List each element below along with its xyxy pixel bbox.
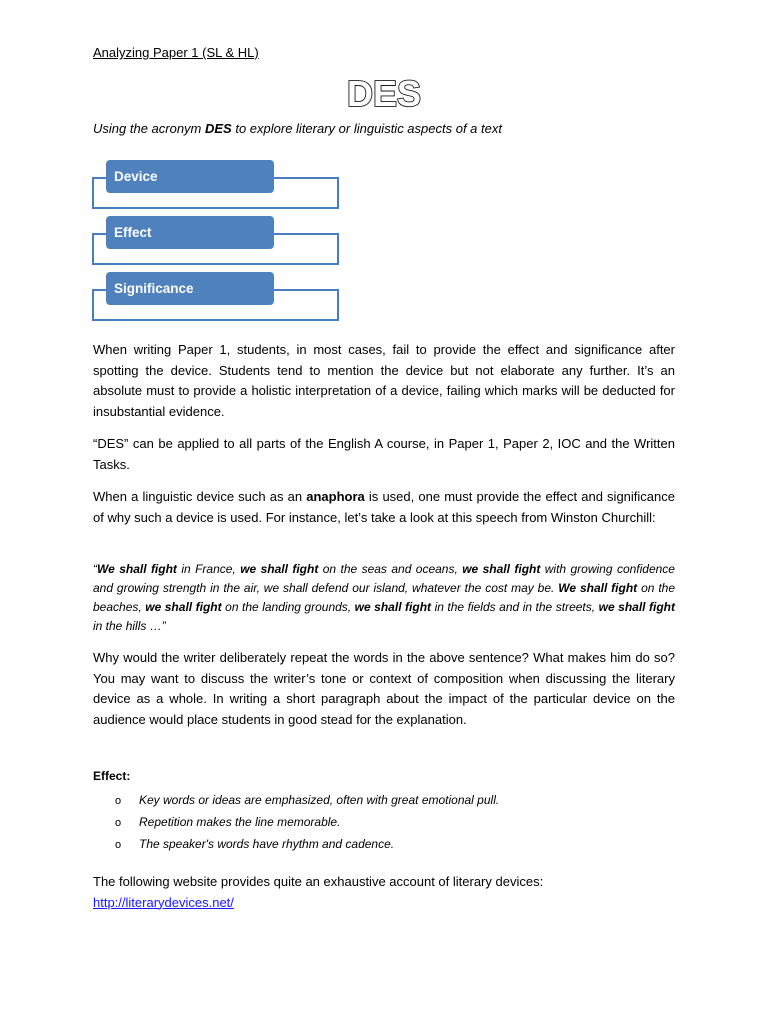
paragraph-1 bbox=[93, 340, 675, 422]
bullet-icon: o bbox=[115, 817, 122, 829]
paragraph-5-text: Why would the writer deliberately repeat the words in the above sentence? What makes him do so? You may want to discuss the writer’s tone or context of composition when discussing the literary device as a whole. In writing a short paragraph about the impact of the particular device on the audience would place students in good stead for the explanation. bbox=[93, 650, 675, 727]
literary-devices-link[interactable]: http://literarydevices.net/ bbox=[93, 894, 234, 910]
paragraph-1-text: When writing Paper 1, students, in most cases, fail to provide the effect and significance after spotting the device. Students tend to mention the device but not elaborate any further. It’s an absolute must to provide a holistic interpretation of a device, failing which marks will be deducted for insubstantial evidence. bbox=[93, 342, 675, 419]
list-item: o The speaker's words have rhythm and cadence. bbox=[115, 833, 499, 855]
intro-acronym: DES bbox=[205, 121, 232, 136]
bullet-icon: o bbox=[115, 839, 122, 851]
des-wordart bbox=[339, 74, 429, 114]
paragraph-3-pre: When a linguistic device such as an bbox=[93, 489, 307, 504]
des-box-label: Effect bbox=[106, 216, 274, 249]
churchill-quote: “We shall fight in France, we shall fight on the seas and oceans, we shall fight with growing confidence and growing strength in the air, we shall defend our island, whatever the cost may be. We shall fight on the beaches, we shall fight on the landing grounds, we shall fight in the fields and in the streets, we shall fight in the hills …” bbox=[93, 562, 676, 633]
svg-text:DES: DES bbox=[346, 74, 422, 114]
quote-repetition: we shall fight bbox=[354, 600, 432, 614]
bullet-icon: o bbox=[115, 795, 122, 807]
paragraph-5 bbox=[93, 648, 675, 730]
des-logo bbox=[0, 74, 768, 114]
quote-repetition: We shall fight bbox=[558, 581, 638, 595]
des-step-significance bbox=[92, 272, 338, 322]
list-item: o Repetition makes the line memorable. bbox=[115, 811, 499, 833]
intro-sentence bbox=[93, 121, 502, 136]
intro-pre: Using the acronym bbox=[93, 121, 205, 136]
des-box-label: Device bbox=[106, 160, 274, 193]
term-anaphora: anaphora bbox=[306, 489, 365, 504]
des-step-effect bbox=[92, 216, 338, 266]
quote-repetition: We shall fight bbox=[97, 562, 177, 576]
paragraph-2-text: “DES” can be applied to all parts of the English A course, in Paper 1, Paper 2, IOC and the Written Tasks. bbox=[93, 436, 675, 472]
website-text: The following website provides quite an exhaustive account of literary devices: bbox=[93, 874, 544, 889]
website-note bbox=[93, 872, 543, 913]
quote-repetition: we shall fight bbox=[462, 562, 541, 576]
intro-post: to explore literary or linguistic aspects of a text bbox=[231, 121, 502, 136]
quote-repetition: we shall fight bbox=[240, 562, 319, 576]
paragraph-3 bbox=[93, 487, 675, 528]
des-box-label: Significance bbox=[106, 272, 274, 305]
paragraph-2 bbox=[93, 434, 675, 475]
list-item: o Key words or ideas are emphasized, often with great emotional pull. bbox=[115, 789, 499, 811]
quote-repetition: we shall fight bbox=[598, 600, 676, 614]
effect-list bbox=[115, 789, 499, 855]
paragraph-3-post: is used, one must provide the effect and significance of why such a device is used. For instance, let’s take a look at this speech from Winston Churchill: bbox=[93, 489, 675, 525]
effect-heading: Effect: bbox=[93, 769, 131, 783]
quote-repetition: we shall fight bbox=[145, 600, 222, 614]
des-step-device bbox=[92, 160, 338, 210]
document-title: Analyzing Paper 1 (SL & HL) bbox=[93, 45, 259, 60]
